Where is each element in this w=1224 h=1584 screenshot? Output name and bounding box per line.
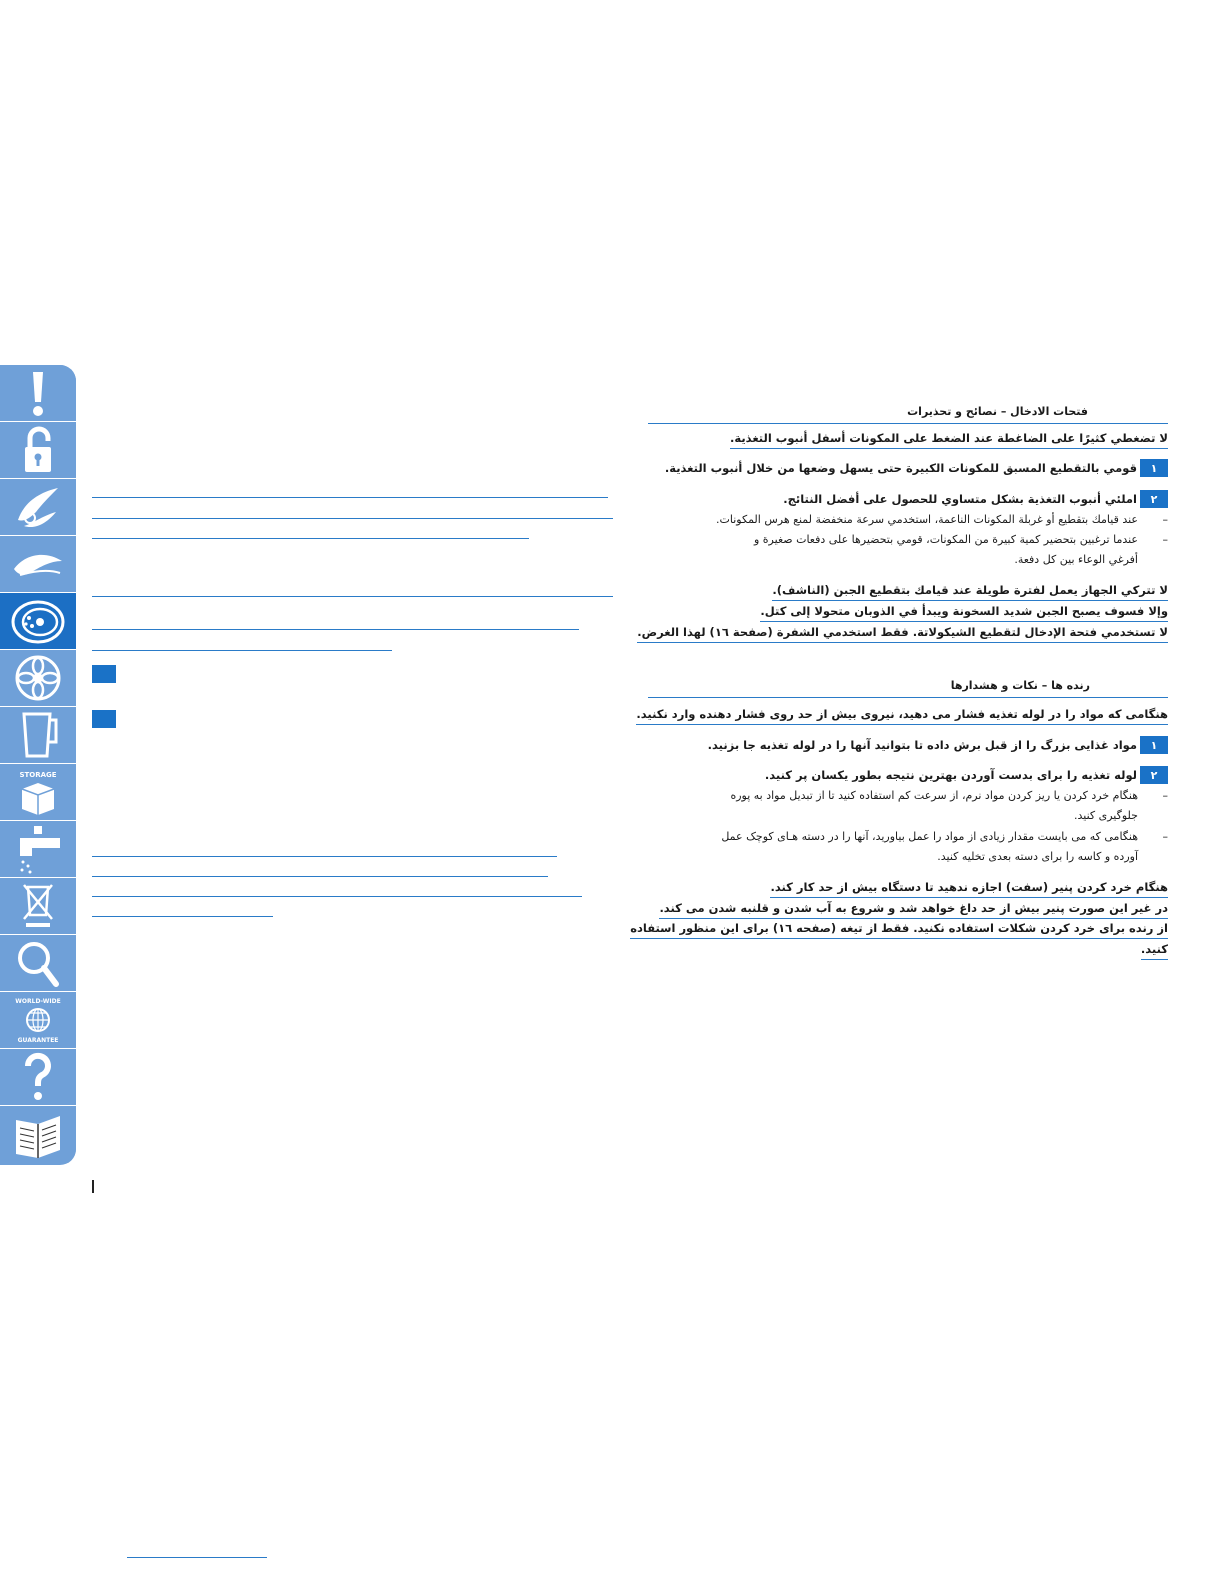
jug-icon bbox=[10, 710, 66, 760]
tab-environment[interactable] bbox=[0, 878, 76, 935]
no-bin-icon bbox=[10, 881, 66, 931]
tab-blade[interactable] bbox=[0, 479, 76, 536]
arabic-warning-pressure: لا تضغطي كثيرًا على الضاغطة عند الضغط على المكونات أسفل أنبوب التغذية. bbox=[730, 430, 1168, 449]
blade-icon bbox=[10, 482, 66, 532]
bullet-text: هنگامی که می بایست مقدار زیادی از مواد را عمل بیاورید، آنها را در دسته هـای کوچک عمل bbox=[721, 830, 1138, 843]
bullet-dash: – bbox=[1162, 513, 1168, 526]
step-text: املئي أنبوب التغذية بشكل متساوي للحصول على أفضل النتائج. bbox=[783, 492, 1137, 506]
arabic-warning-chocolate: لا تستخدمي فتحة الإدخال لتقطيع الشيكولاتة. فقط استخدمي الشفرة (صفحة ١٦) لهذا الغرض. bbox=[637, 624, 1168, 643]
arabic-warning-cheese: لا تتركي الجهاز يعمل لفترة طويلة عند قيامك بتقطيع الجبن (الناشف). bbox=[772, 582, 1168, 601]
tab-guarantee[interactable] bbox=[0, 992, 76, 1049]
farsi-bullet-soft bbox=[668, 786, 1168, 826]
farsi-warning-melt: در غیر این صورت پنیر بیش از حد داغ خواهد شد و شروع به آب شدن و قلنبه شدن می کند. bbox=[659, 900, 1168, 919]
left-rule bbox=[92, 629, 579, 630]
bullet-text: عندما ترغبين بتحضير كمية كبيرة من المكونات، قومي بتحضيرها على دفعات صغيرة و bbox=[753, 533, 1138, 546]
tap-icon bbox=[10, 824, 66, 874]
farsi-warning-chocolate: از رنده برای خرد کردن شکلات استفاده نکنید. فقط از تیغه (صفحه ١٦) برای این منظور استفاده bbox=[630, 920, 1168, 939]
farsi-warning-pressure: هنگامی که مواد را در لوله تغذیه فشار می دهید، نیروی بیش از حد روی فشار دهنده وارد نکنید. bbox=[636, 706, 1168, 725]
tab-discs[interactable] bbox=[0, 593, 76, 650]
exclamation-icon bbox=[10, 368, 66, 418]
step-text: مواد غذایی بزرگ را از قبل برش داده تا بتوانید آنها را در لوله تغذیه جا بزنید. bbox=[707, 738, 1137, 752]
arabic-bullet-soft bbox=[668, 510, 1168, 530]
farsi-heading-rule bbox=[648, 697, 1168, 698]
step-badge: ٢ bbox=[1140, 490, 1168, 508]
tab-cleaning[interactable] bbox=[0, 821, 76, 878]
tab-faq[interactable] bbox=[0, 1049, 76, 1106]
tab-warnings[interactable] bbox=[0, 365, 76, 422]
footer-rule bbox=[127, 1557, 267, 1558]
arabic-step-1 bbox=[665, 459, 1168, 477]
tab-safety[interactable] bbox=[0, 422, 76, 479]
arabic-warning-melt: وإلا فسوف يصبح الجبن شديد السخونة ويبدأ في الذوبان متحولا إلى كتل. bbox=[760, 603, 1168, 622]
farsi-warning-chocolate-end: کنید. bbox=[1141, 941, 1168, 960]
tab-recipes[interactable] bbox=[0, 1106, 76, 1163]
question-icon bbox=[10, 1052, 66, 1102]
arabic-step-2 bbox=[783, 490, 1168, 508]
step-badge: ١ bbox=[1140, 736, 1168, 754]
farsi-warning-cheese: هنگام خرد کردن پنیر (سفت) اجازه ندهید تا دستگاه بیش از حد کار کند. bbox=[770, 879, 1168, 898]
globe-guarantee-icon bbox=[10, 995, 66, 1045]
step-text: لوله تغذیه را برای بدست آوردن بهترین نتیجه بطور یکسان پر کنید. bbox=[764, 768, 1137, 782]
farsi-section-heading: رنده ها – نکات و هشدارها bbox=[950, 679, 1090, 692]
farsi-bullet-batches bbox=[658, 827, 1168, 867]
fan-icon bbox=[10, 653, 66, 703]
magnifier-icon bbox=[10, 938, 66, 988]
step-badge: ٢ bbox=[1140, 766, 1168, 784]
farsi-step-1 bbox=[708, 736, 1168, 754]
disc-icon bbox=[10, 596, 66, 646]
guarantee-label-top: WORLD-WIDE bbox=[15, 998, 61, 1005]
step-badge: ١ bbox=[1140, 459, 1168, 477]
step-text: قومي بالتقطيع المسبق للمكونات الكبيرة حتى يسهل وضعها من خلال أنبوب التغذية. bbox=[664, 461, 1137, 475]
tab-troubleshooting[interactable] bbox=[0, 935, 76, 992]
bullet-text: هنگام خرد کردن یا ریز کردن مواد نرم، از سرعت کم استفاده کنید تا از تبدیل مواد به پوره bbox=[730, 789, 1138, 802]
bullet-text: أفرغي الوعاء بين كل دفعة. bbox=[1014, 553, 1138, 566]
farsi-step-2 bbox=[765, 766, 1168, 784]
side-tab-strip bbox=[0, 365, 76, 1165]
left-rule bbox=[92, 896, 582, 897]
left-rule bbox=[92, 538, 529, 539]
arabic-section-heading: فتحات الادخال – نصائح و تحذيرات bbox=[907, 405, 1088, 418]
bullet-text: عند قيامك بتقطيع أو غربلة المكونات الناعمة، استخدمي سرعة منخفضة لمنع هرس المكونات. bbox=[716, 513, 1138, 526]
tab-storage[interactable] bbox=[0, 764, 76, 821]
tab-blender[interactable] bbox=[0, 707, 76, 764]
bullet-dash: – bbox=[1162, 789, 1168, 802]
left-rule bbox=[92, 650, 392, 651]
book-icon bbox=[10, 1110, 66, 1160]
left-rule bbox=[92, 916, 273, 917]
tab-whisk[interactable] bbox=[0, 536, 76, 593]
whisk-icon bbox=[10, 539, 66, 589]
bullet-text: جلوگیری کنید. bbox=[1073, 809, 1138, 822]
guarantee-label-bottom: GUARANTEE bbox=[17, 1037, 59, 1044]
left-step-badge bbox=[92, 665, 116, 683]
bullet-dash: – bbox=[1162, 830, 1168, 843]
storage-box-icon bbox=[10, 767, 66, 817]
storage-label: STORAGE bbox=[19, 771, 57, 779]
left-rule bbox=[92, 497, 608, 498]
page-number-mark bbox=[92, 1180, 94, 1193]
left-step-badge bbox=[92, 710, 116, 728]
left-rule bbox=[92, 596, 613, 597]
left-rule bbox=[92, 876, 548, 877]
tab-emulsifying[interactable] bbox=[0, 650, 76, 707]
bullet-dash: – bbox=[1162, 533, 1168, 546]
arabic-heading-rule bbox=[648, 423, 1168, 424]
unlock-icon bbox=[10, 425, 66, 475]
bullet-text: آورده و کاسه را برای دسته بعدی تخلیه کنید. bbox=[937, 850, 1138, 863]
arabic-bullet-batches bbox=[668, 530, 1168, 570]
left-rule bbox=[92, 518, 613, 519]
left-rule bbox=[92, 856, 557, 857]
